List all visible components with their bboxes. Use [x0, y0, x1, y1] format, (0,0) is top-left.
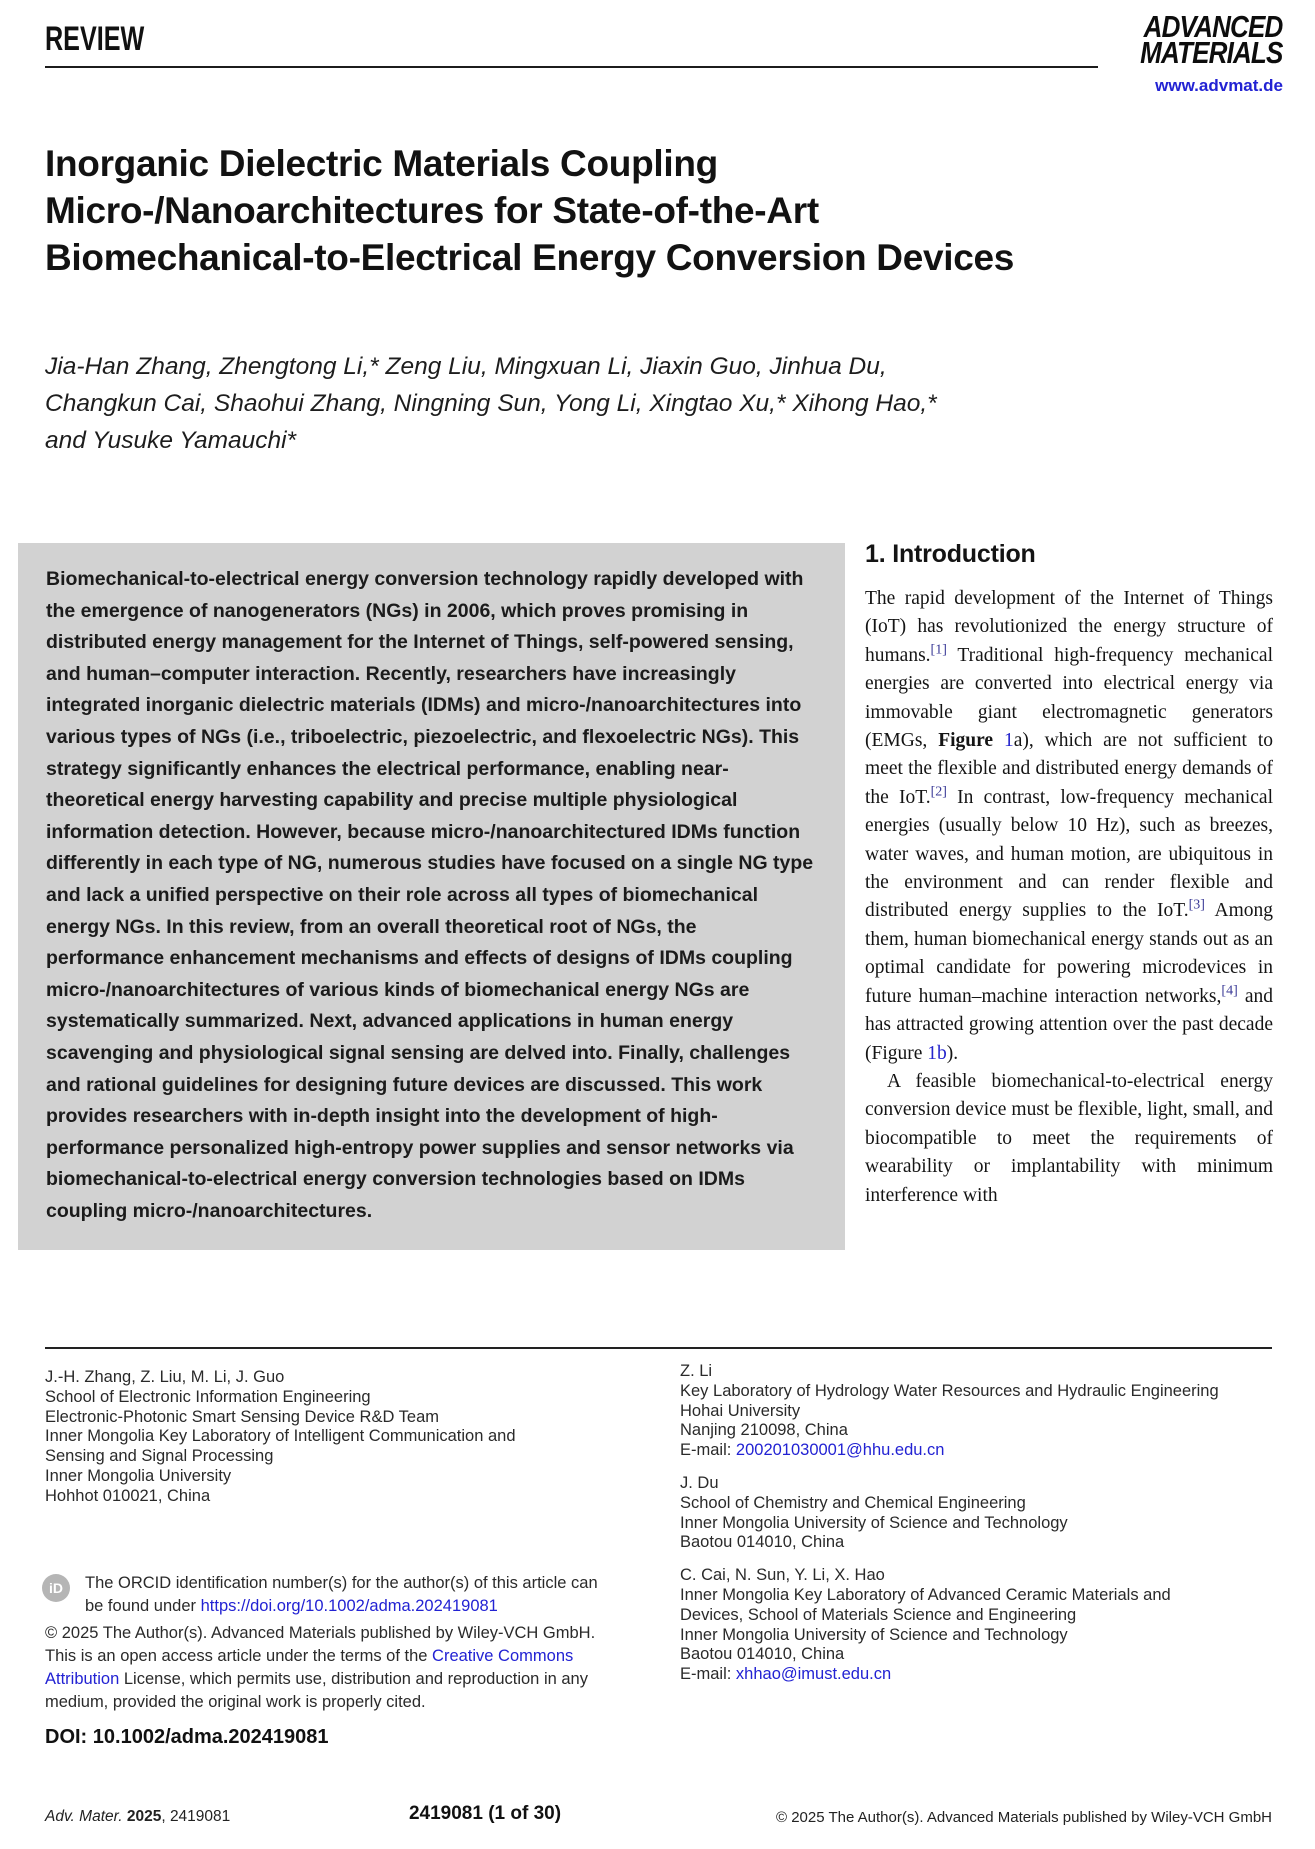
affiliations-right: [680, 1362, 1275, 1698]
license-statement: © 2025 The Author(s). Advanced Materials published by Wiley-VCH GmbH. This is an open access article under the terms of the Creative Commons Attribution License, which permits use, distribution and reproduction in any medium, provided the original work is properly cited.: [45, 1624, 596, 1711]
footer-page-number: 2419081 (1 of 30): [408, 1803, 562, 1824]
affiliation-block: C. Cai, N. Sun, Y. Li, X. Hao Inner Mongolia Key Laboratory of Advanced Ceramic Materials and Devices, School of Materials Science and Engineering Inner Mongolia University of Science and Technology Baotou 014010, China E-mail: xhhao@imust.edu.cn: [680, 1566, 1171, 1684]
article-type-label: REVIEW: [45, 20, 145, 58]
section-heading-introduction: 1. Introduction: [865, 540, 1036, 568]
footnote-divider: [45, 1347, 1272, 1349]
journal-website-link[interactable]: www.advmat.de: [1155, 76, 1283, 95]
article-title: Inorganic Dielectric Materials Coupling Micro-/Nanoarchitectures for State-of-the-Art Biomechanical-to-Electrical Energy Conversion Devices: [45, 143, 1015, 278]
abstract-text: Biomechanical-to-electrical energy conversion technology rapidly developed with the emergence of nanogenerators (NGs) in 2006, which proves promising in distributed energy management for the Internet of Things, self-powered sensing, and human–computer interaction. Recently, researchers have increasingly integrated inorganic dielectric materials (IDMs) and micro-/nanoarchitectures into various types of NGs (i.e., triboelectric, piezoelectric, and flexoelectric NGs). This strategy significantly enhances the electrical performance, enabling near-theoretical energy harvesting capability and precise multiple physiological information detection. However, because micro-/nanoarchitectured IDMs function differently in each type of NG, numerous studies have focused on a single NG type and lack a unified perspective on their role across all types of biomechanical energy NGs. In this review, from an overall theoretical root of NGs, the performance enhancement mechanisms and effects of designs of IDMs coupling micro-/nanoarchitectures of various kinds of biomechanical energy NGs are systematically summarized. Next, advanced applications in human energy scavenging and physiological signal sensing are delved into. Finally, challenges and rational guidelines for designing future devices are discussed. This work provides researchers with in-depth insight into the development of high-performance personalized high-entropy power supplies and sensor networks via biomechanical-to-electrical energy conversion technologies based on IDMs coupling micro-/nanoarchitectures.: [46, 568, 814, 1222]
introduction-paragraph-1: The rapid development of the Internet of Things (IoT) has revolutionized the energy structure of humans.[1] Traditional high-frequency mechanical energies are converted into electrical energy via immovable giant electromagnetic generators (EMGs, Figure 1a), which are not sufficient to meet the flexible and distributed energy demands of the IoT.[2] In contrast, low-frequency mechanical energies (usually below 10 Hz), such as breezes, water waves, and human motion, are ubiquitous in the environment and can render flexible and distributed energy supplies to the IoT.[3] Among them, human biomechanical energy stands out as an optimal candidate for powering microdevices in future human–machine interaction networks,[4] and has attracted growing attention over the past decade (Figure 1b).: [865, 588, 1274, 1064]
affiliation-block: J. Du School of Chemistry and Chemical Engineering Inner Mongolia University of Science and Technology Baotou 014010, China: [680, 1473, 1068, 1552]
orcid-note: [42, 1572, 617, 1617]
orcid-icon: iD: [42, 1574, 70, 1602]
orcid-text: The ORCID identification number(s) for the author(s) of this article can be found under https://doi.org/10.1002/adma.202419081: [85, 1574, 598, 1615]
affiliations-left: [45, 1368, 625, 1520]
doi-label: DOI: 10.1002/adma.202419081: [45, 1726, 329, 1748]
journal-logo: [1140, 9, 1283, 70]
journal-logo-line2: MATERIALS: [1140, 35, 1283, 70]
journal-logo-line1: ADVANCED: [1144, 9, 1283, 44]
abstract-panel: [18, 543, 845, 1250]
affiliation-block: J.-H. Zhang, Z. Liu, M. Li, J. Guo School of Electronic Information Engineering Electronic-Photonic Smart Sensing Device R&D Team Inner Mongolia Key Laboratory of Intelligent Communication and Sensing and Signal Processing Inner Mongolia University Hohhot 010021, China: [45, 1368, 516, 1505]
introduction-body: [865, 585, 1273, 1210]
introduction-paragraph-2: A feasible biomechanical-to-electrical energy conversion device must be flexible, light, small, and biocompatible to meet the requirements of wearability or implantability with minimum interference with: [865, 1070, 1273, 1206]
footer-journal-citation: Adv. Mater. 2025, 2419081: [45, 1808, 231, 1825]
header-divider: [45, 66, 1098, 68]
affiliation-block: Z. Li Key Laboratory of Hydrology Water Resources and Hydraulic Engineering Hohai University Nanjing 210098, China E-mail: 200201030001@hhu.edu.cn: [680, 1362, 1219, 1460]
footer-copyright: © 2025 The Author(s). Advanced Materials published by Wiley-VCH GmbH: [776, 1809, 1272, 1826]
introduction-column: [865, 540, 1273, 1210]
author-list: Jia-Han Zhang, Zhengtong Li,* Zeng Liu, Mingxuan Li, Jiaxin Guo, Jinhua Du, Changkun Cai, Shaohui Zhang, Ningning Sun, Yong Li, Xingtao Xu,* Xihong Hao,* and Yusuke Yamauchi*: [45, 353, 937, 454]
